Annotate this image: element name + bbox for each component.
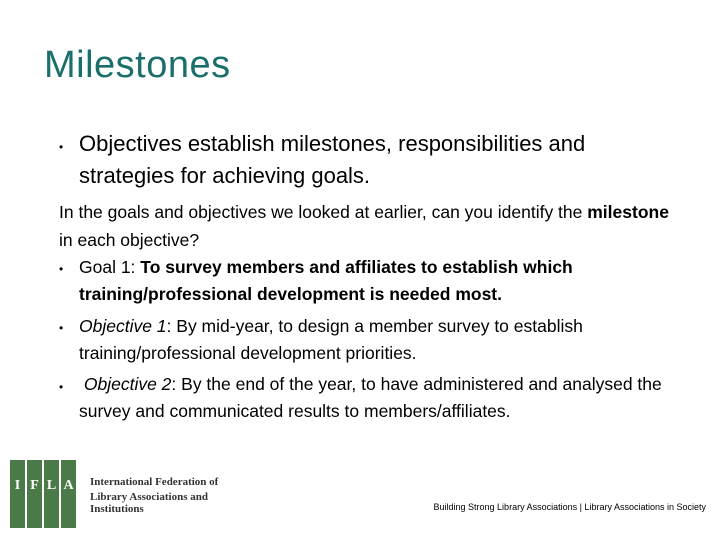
item-lead: Goal 1: xyxy=(79,257,141,277)
bullet-icon: • xyxy=(59,380,64,394)
bullet-icon: • xyxy=(59,321,64,335)
bullet-icon: • xyxy=(59,262,64,276)
list-item-objective-1 xyxy=(79,313,689,367)
footer-text: Building Strong Library Associations | Library Associations in Society xyxy=(433,502,706,512)
item-lead: Objective 1 xyxy=(79,316,167,336)
list-item-goal-1 xyxy=(79,254,689,308)
item-lead: Objective 2 xyxy=(83,374,172,394)
main-bullet-text: Objectives establish milestones, responsibilities and strategies for achieving goals. xyxy=(79,131,586,188)
intro-paragraph xyxy=(59,198,679,254)
logo-letter: F xyxy=(30,478,39,493)
intro-bold: milestone xyxy=(587,202,669,222)
list-item-objective-2 xyxy=(79,371,689,425)
intro-suffix: in each objective? xyxy=(59,230,200,250)
logo-letter: I xyxy=(14,478,21,493)
bullet-icon: • xyxy=(59,140,64,154)
logo-line-2: Library Associations and Institutions xyxy=(90,491,208,515)
item-text: : By mid-year, to design a member survey to establish training/professional development priorities. xyxy=(79,316,583,363)
ifla-logo xyxy=(10,460,260,528)
logo-letter: L xyxy=(46,478,57,493)
item-text: To survey members and affiliates to establish which training/professional development is needed most. xyxy=(79,257,573,304)
slide-title: Milestones xyxy=(44,44,231,86)
intro-prefix: In the goals and objectives we looked at earlier, can you identify the xyxy=(59,202,588,222)
logo-letter: A xyxy=(63,478,74,493)
logo-line-1: International Federation of xyxy=(90,476,219,488)
item-text: : By the end of the year, to have administered and analysed the survey and communicated results to members/affiliates. xyxy=(79,374,662,421)
